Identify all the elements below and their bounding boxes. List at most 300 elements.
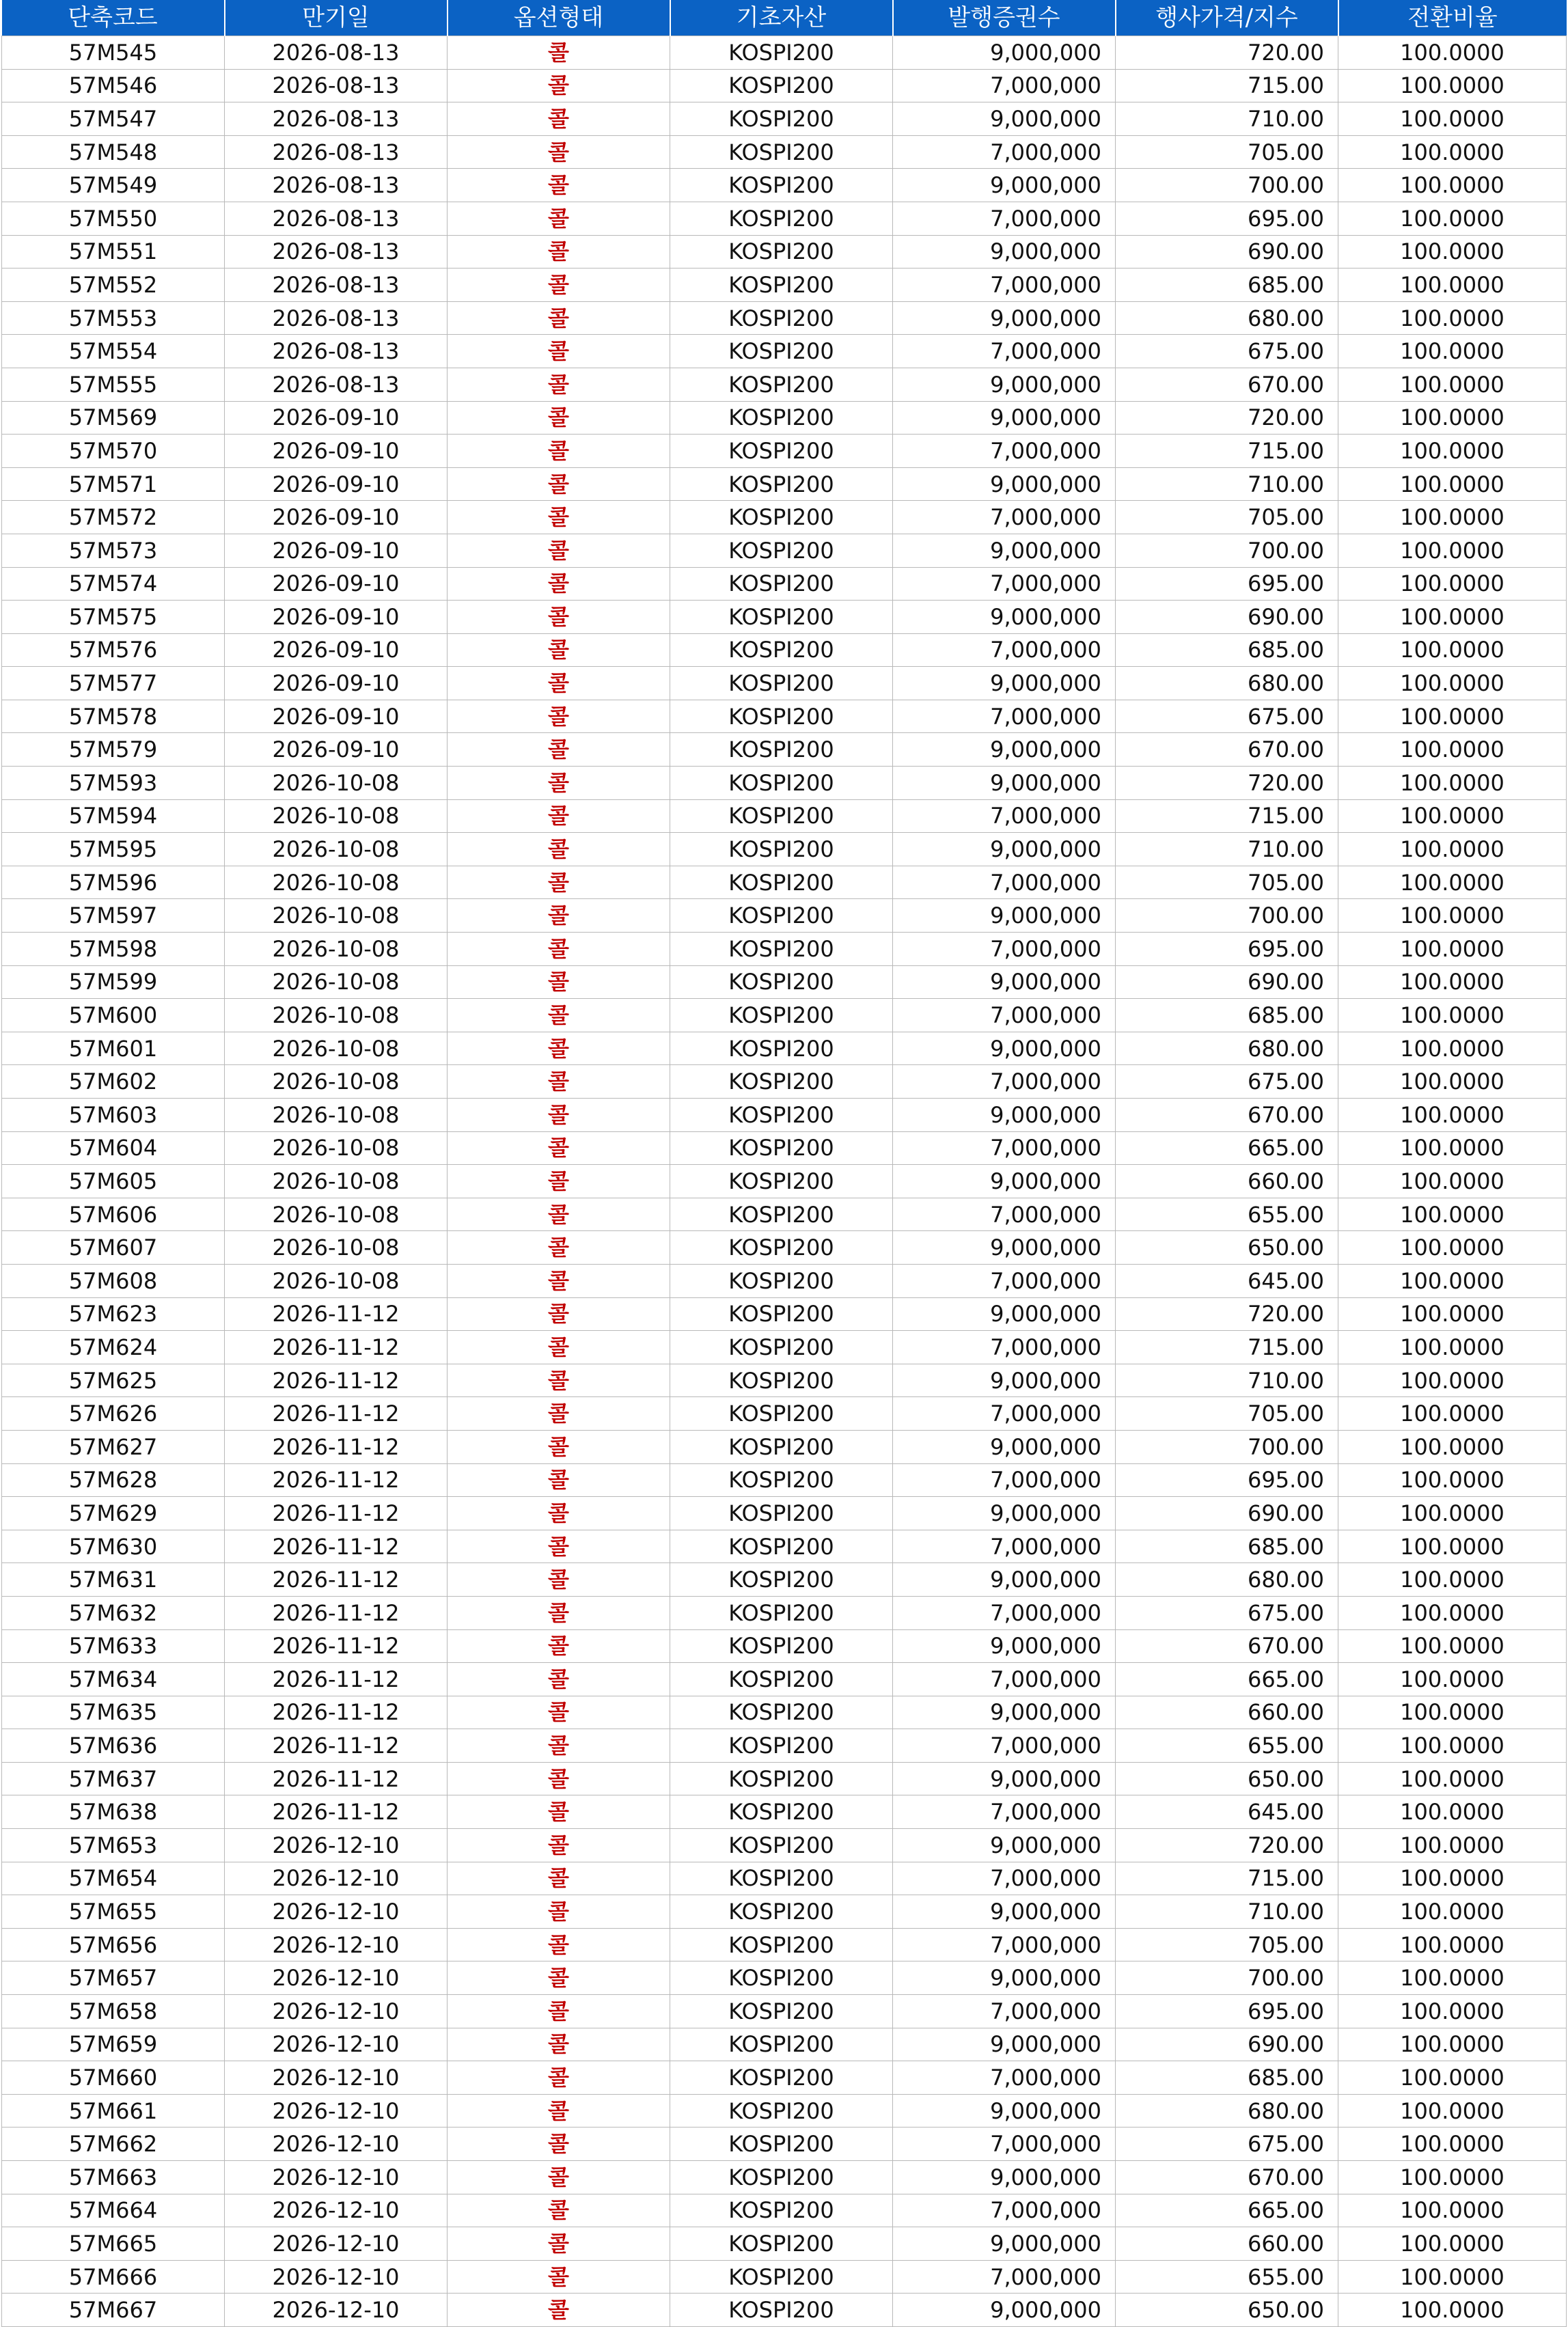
cell-strike-price: 670.00 [1116,2161,1338,2194]
cell-issued-quantity: 9,000,000 [893,2028,1116,2061]
cell-conversion-ratio: 100.0000 [1338,1397,1567,1431]
cell-conversion-ratio: 100.0000 [1338,1198,1567,1231]
cell-conversion-ratio: 100.0000 [1338,2061,1567,2095]
cell-short-code: 57M653 [2,1829,225,1862]
table-row [2,2061,1567,2095]
cell-underlying: KOSPI200 [670,1795,893,1829]
cell-conversion-ratio: 100.0000 [1338,1729,1567,1763]
cell-strike-price: 650.00 [1116,1231,1338,1265]
cell-conversion-ratio: 100.0000 [1338,700,1567,733]
cell-conversion-ratio: 100.0000 [1338,1331,1567,1364]
cell-short-code: 57M629 [2,1497,225,1530]
cell-underlying: KOSPI200 [670,1629,893,1663]
cell-expiry-date: 2026-10-08 [225,899,448,933]
cell-short-code: 57M579 [2,733,225,767]
cell-conversion-ratio: 100.0000 [1338,2128,1567,2161]
cell-underlying: KOSPI200 [670,534,893,567]
cell-underlying: KOSPI200 [670,2128,893,2161]
cell-option-type: 콜 [448,1961,670,1995]
table-row [2,799,1567,833]
cell-option-type: 콜 [448,965,670,999]
cell-strike-price: 670.00 [1116,368,1338,401]
cell-underlying: KOSPI200 [670,1663,893,1696]
table-row [2,899,1567,933]
cell-expiry-date: 2026-12-10 [225,1928,448,1961]
cell-option-type: 콜 [448,1364,670,1397]
cell-issued-quantity: 9,000,000 [893,102,1116,136]
cell-conversion-ratio: 100.0000 [1338,833,1567,866]
table-row [2,667,1567,700]
cell-expiry-date: 2026-12-10 [225,2260,448,2294]
cell-option-type: 콜 [448,1995,670,2028]
cell-underlying: KOSPI200 [670,1397,893,1431]
cell-option-type: 콜 [448,1430,670,1463]
cell-expiry-date: 2026-11-12 [225,1563,448,1597]
cell-option-type: 콜 [448,435,670,468]
cell-issued-quantity: 9,000,000 [893,767,1116,800]
table-row [2,700,1567,733]
table-row [2,1463,1567,1497]
cell-short-code: 57M654 [2,1862,225,1895]
cell-conversion-ratio: 100.0000 [1338,799,1567,833]
cell-short-code: 57M603 [2,1099,225,1132]
cell-short-code: 57M576 [2,633,225,667]
cell-issued-quantity: 7,000,000 [893,501,1116,534]
cell-underlying: KOSPI200 [670,335,893,368]
cell-short-code: 57M657 [2,1961,225,1995]
header-row [2,0,1567,36]
table-row [2,866,1567,899]
cell-short-code: 57M632 [2,1596,225,1629]
cell-underlying: KOSPI200 [670,2194,893,2227]
cell-expiry-date: 2026-09-10 [225,534,448,567]
cell-short-code: 57M577 [2,667,225,700]
cell-underlying: KOSPI200 [670,1762,893,1795]
cell-expiry-date: 2026-12-10 [225,1829,448,1862]
cell-short-code: 57M658 [2,1995,225,2028]
cell-conversion-ratio: 100.0000 [1338,435,1567,468]
cell-short-code: 57M666 [2,2260,225,2294]
cell-option-type: 콜 [448,2260,670,2294]
cell-issued-quantity: 7,000,000 [893,1331,1116,1364]
cell-expiry-date: 2026-12-10 [225,2028,448,2061]
cell-expiry-date: 2026-08-13 [225,36,448,70]
cell-short-code: 57M571 [2,467,225,501]
cell-issued-quantity: 9,000,000 [893,1895,1116,1929]
cell-strike-price: 720.00 [1116,36,1338,70]
cell-short-code: 57M549 [2,169,225,202]
cell-short-code: 57M552 [2,268,225,302]
cell-underlying: KOSPI200 [670,1463,893,1497]
cell-conversion-ratio: 100.0000 [1338,1928,1567,1961]
cell-expiry-date: 2026-11-12 [225,1795,448,1829]
cell-option-type: 콜 [448,102,670,136]
cell-option-type: 콜 [448,1032,670,1065]
cell-strike-price: 665.00 [1116,1131,1338,1165]
cell-issued-quantity: 7,000,000 [893,2061,1116,2095]
cell-issued-quantity: 9,000,000 [893,1696,1116,1729]
cell-short-code: 57M634 [2,1663,225,1696]
cell-underlying: KOSPI200 [670,1596,893,1629]
cell-option-type: 콜 [448,633,670,667]
table-row [2,633,1567,667]
cell-underlying: KOSPI200 [670,2028,893,2061]
cell-strike-price: 715.00 [1116,1862,1338,1895]
cell-short-code: 57M547 [2,102,225,136]
table-row [2,169,1567,202]
cell-conversion-ratio: 100.0000 [1338,335,1567,368]
cell-conversion-ratio: 100.0000 [1338,169,1567,202]
cell-issued-quantity: 7,000,000 [893,335,1116,368]
cell-short-code: 57M548 [2,135,225,169]
table-row [2,1663,1567,1696]
cell-short-code: 57M660 [2,2061,225,2095]
cell-strike-price: 655.00 [1116,2260,1338,2294]
cell-expiry-date: 2026-12-10 [225,2294,448,2327]
cell-underlying: KOSPI200 [670,1696,893,1729]
cell-expiry-date: 2026-11-12 [225,1430,448,1463]
cell-option-type: 콜 [448,799,670,833]
cell-strike-price: 650.00 [1116,2294,1338,2327]
cell-expiry-date: 2026-11-12 [225,1497,448,1530]
cell-conversion-ratio: 100.0000 [1338,1131,1567,1165]
cell-issued-quantity: 7,000,000 [893,1729,1116,1763]
cell-expiry-date: 2026-12-10 [225,2227,448,2261]
cell-option-type: 콜 [448,235,670,268]
table-row [2,36,1567,70]
cell-expiry-date: 2026-08-13 [225,235,448,268]
cell-short-code: 57M636 [2,1729,225,1763]
cell-expiry-date: 2026-10-08 [225,799,448,833]
cell-short-code: 57M656 [2,1928,225,1961]
cell-underlying: KOSPI200 [670,799,893,833]
cell-issued-quantity: 9,000,000 [893,1961,1116,1995]
header-short-code: 단축코드 [2,0,225,36]
cell-conversion-ratio: 100.0000 [1338,1596,1567,1629]
cell-conversion-ratio: 100.0000 [1338,999,1567,1032]
cell-underlying: KOSPI200 [670,667,893,700]
table-row [2,1862,1567,1895]
cell-strike-price: 715.00 [1116,69,1338,102]
table-row [2,1795,1567,1829]
cell-option-type: 콜 [448,501,670,534]
cell-option-type: 콜 [448,1895,670,1929]
cell-underlying: KOSPI200 [670,999,893,1032]
cell-option-type: 콜 [448,1829,670,1862]
cell-issued-quantity: 9,000,000 [893,467,1116,501]
cell-underlying: KOSPI200 [670,135,893,169]
cell-strike-price: 675.00 [1116,2128,1338,2161]
cell-issued-quantity: 7,000,000 [893,2260,1116,2294]
cell-strike-price: 690.00 [1116,601,1338,634]
cell-short-code: 57M638 [2,1795,225,1829]
cell-short-code: 57M545 [2,36,225,70]
cell-expiry-date: 2026-12-10 [225,1862,448,1895]
cell-issued-quantity: 7,000,000 [893,999,1116,1032]
cell-option-type: 콜 [448,169,670,202]
cell-expiry-date: 2026-11-12 [225,1629,448,1663]
cell-issued-quantity: 9,000,000 [893,534,1116,567]
table-row [2,1629,1567,1663]
cell-underlying: KOSPI200 [670,501,893,534]
cell-conversion-ratio: 100.0000 [1338,467,1567,501]
cell-strike-price: 670.00 [1116,1629,1338,1663]
cell-strike-price: 695.00 [1116,933,1338,966]
cell-option-type: 콜 [448,401,670,435]
cell-option-type: 콜 [448,1596,670,1629]
cell-expiry-date: 2026-10-08 [225,1032,448,1065]
cell-underlying: KOSPI200 [670,1331,893,1364]
cell-conversion-ratio: 100.0000 [1338,1829,1567,1862]
cell-short-code: 57M553 [2,301,225,335]
cell-strike-price: 705.00 [1116,501,1338,534]
cell-underlying: KOSPI200 [670,899,893,933]
table-row [2,1198,1567,1231]
cell-expiry-date: 2026-12-10 [225,1895,448,1929]
cell-short-code: 57M605 [2,1165,225,1198]
cell-option-type: 콜 [448,534,670,567]
cell-underlying: KOSPI200 [670,1961,893,1995]
cell-option-type: 콜 [448,2061,670,2095]
cell-conversion-ratio: 100.0000 [1338,1762,1567,1795]
cell-short-code: 57M595 [2,833,225,866]
cell-option-type: 콜 [448,999,670,1032]
cell-issued-quantity: 9,000,000 [893,733,1116,767]
cell-short-code: 57M594 [2,799,225,833]
warrant-issue-table [1,0,1567,2327]
cell-underlying: KOSPI200 [670,2094,893,2128]
cell-expiry-date: 2026-10-08 [225,1099,448,1132]
cell-issued-quantity: 9,000,000 [893,401,1116,435]
cell-expiry-date: 2026-11-12 [225,1297,448,1331]
cell-issued-quantity: 7,000,000 [893,435,1116,468]
cell-strike-price: 645.00 [1116,1795,1338,1829]
cell-underlying: KOSPI200 [670,2260,893,2294]
cell-strike-price: 660.00 [1116,1696,1338,1729]
cell-short-code: 57M572 [2,501,225,534]
cell-conversion-ratio: 100.0000 [1338,733,1567,767]
cell-short-code: 57M627 [2,1430,225,1463]
table-row [2,2294,1567,2327]
cell-short-code: 57M599 [2,965,225,999]
cell-option-type: 콜 [448,1099,670,1132]
cell-conversion-ratio: 100.0000 [1338,899,1567,933]
cell-option-type: 콜 [448,2194,670,2227]
cell-underlying: KOSPI200 [670,1995,893,2028]
table-row [2,1961,1567,1995]
table-row [2,2227,1567,2261]
cell-underlying: KOSPI200 [670,435,893,468]
cell-expiry-date: 2026-09-10 [225,700,448,733]
cell-short-code: 57M551 [2,235,225,268]
cell-short-code: 57M601 [2,1032,225,1065]
cell-strike-price: 695.00 [1116,567,1338,601]
cell-option-type: 콜 [448,1696,670,1729]
cell-underlying: KOSPI200 [670,767,893,800]
cell-conversion-ratio: 100.0000 [1338,633,1567,667]
cell-short-code: 57M637 [2,1762,225,1795]
cell-issued-quantity: 7,000,000 [893,1131,1116,1165]
cell-underlying: KOSPI200 [670,567,893,601]
table-row [2,501,1567,534]
cell-short-code: 57M597 [2,899,225,933]
cell-underlying: KOSPI200 [670,1430,893,1463]
cell-underlying: KOSPI200 [670,2161,893,2194]
cell-issued-quantity: 9,000,000 [893,235,1116,268]
cell-strike-price: 665.00 [1116,1663,1338,1696]
cell-expiry-date: 2026-08-13 [225,368,448,401]
table-row [2,534,1567,567]
cell-option-type: 콜 [448,601,670,634]
cell-underlying: KOSPI200 [670,1928,893,1961]
cell-strike-price: 700.00 [1116,1430,1338,1463]
header-conversion-ratio: 전환비율 [1338,0,1567,36]
cell-expiry-date: 2026-09-10 [225,567,448,601]
cell-conversion-ratio: 100.0000 [1338,36,1567,70]
cell-expiry-date: 2026-11-12 [225,1663,448,1696]
cell-strike-price: 685.00 [1116,268,1338,302]
cell-strike-price: 665.00 [1116,2194,1338,2227]
cell-short-code: 57M600 [2,999,225,1032]
cell-expiry-date: 2026-11-12 [225,1463,448,1497]
cell-option-type: 콜 [448,1397,670,1431]
cell-issued-quantity: 9,000,000 [893,1032,1116,1065]
cell-issued-quantity: 7,000,000 [893,933,1116,966]
cell-expiry-date: 2026-09-10 [225,435,448,468]
header-expiry-date: 만기일 [225,0,448,36]
cell-expiry-date: 2026-12-10 [225,1961,448,1995]
cell-strike-price: 720.00 [1116,1297,1338,1331]
cell-underlying: KOSPI200 [670,301,893,335]
cell-option-type: 콜 [448,1629,670,1663]
cell-underlying: KOSPI200 [670,1131,893,1165]
cell-option-type: 콜 [448,1928,670,1961]
cell-strike-price: 670.00 [1116,733,1338,767]
cell-issued-quantity: 9,000,000 [893,965,1116,999]
cell-strike-price: 655.00 [1116,1198,1338,1231]
table-row [2,2128,1567,2161]
cell-issued-quantity: 7,000,000 [893,268,1116,302]
cell-expiry-date: 2026-10-08 [225,933,448,966]
cell-short-code: 57M659 [2,2028,225,2061]
cell-short-code: 57M546 [2,69,225,102]
cell-option-type: 콜 [448,1530,670,1563]
cell-short-code: 57M655 [2,1895,225,1929]
cell-option-type: 콜 [448,1862,670,1895]
cell-underlying: KOSPI200 [670,2227,893,2261]
cell-underlying: KOSPI200 [670,866,893,899]
cell-strike-price: 695.00 [1116,202,1338,235]
cell-issued-quantity: 9,000,000 [893,1430,1116,1463]
cell-option-type: 콜 [448,866,670,899]
header-issued-quantity: 발행증권수 [893,0,1116,36]
cell-strike-price: 715.00 [1116,435,1338,468]
cell-strike-price: 695.00 [1116,1463,1338,1497]
cell-short-code: 57M630 [2,1530,225,1563]
cell-strike-price: 720.00 [1116,1829,1338,1862]
table-row [2,1264,1567,1297]
cell-issued-quantity: 7,000,000 [893,700,1116,733]
cell-option-type: 콜 [448,1198,670,1231]
cell-underlying: KOSPI200 [670,1165,893,1198]
cell-option-type: 콜 [448,335,670,368]
cell-short-code: 57M631 [2,1563,225,1597]
cell-strike-price: 700.00 [1116,169,1338,202]
cell-short-code: 57M623 [2,1297,225,1331]
cell-expiry-date: 2026-08-13 [225,102,448,136]
cell-underlying: KOSPI200 [670,933,893,966]
cell-issued-quantity: 9,000,000 [893,1829,1116,1862]
cell-issued-quantity: 9,000,000 [893,1364,1116,1397]
cell-strike-price: 700.00 [1116,534,1338,567]
cell-short-code: 57M608 [2,1264,225,1297]
cell-strike-price: 675.00 [1116,1596,1338,1629]
cell-conversion-ratio: 100.0000 [1338,2028,1567,2061]
cell-strike-price: 645.00 [1116,1264,1338,1297]
cell-underlying: KOSPI200 [670,368,893,401]
cell-strike-price: 685.00 [1116,1530,1338,1563]
cell-strike-price: 695.00 [1116,1995,1338,2028]
cell-issued-quantity: 7,000,000 [893,1264,1116,1297]
table-row [2,335,1567,368]
cell-conversion-ratio: 100.0000 [1338,1696,1567,1729]
cell-option-type: 콜 [448,268,670,302]
cell-underlying: KOSPI200 [670,1563,893,1597]
cell-issued-quantity: 7,000,000 [893,567,1116,601]
cell-conversion-ratio: 100.0000 [1338,866,1567,899]
cell-strike-price: 690.00 [1116,235,1338,268]
cell-expiry-date: 2026-10-08 [225,1165,448,1198]
cell-underlying: KOSPI200 [670,1364,893,1397]
cell-option-type: 콜 [448,467,670,501]
cell-option-type: 콜 [448,2161,670,2194]
header-option-type: 옵션형태 [448,0,670,36]
cell-short-code: 57M624 [2,1331,225,1364]
cell-short-code: 57M606 [2,1198,225,1231]
cell-underlying: KOSPI200 [670,1530,893,1563]
cell-strike-price: 720.00 [1116,767,1338,800]
cell-conversion-ratio: 100.0000 [1338,368,1567,401]
cell-conversion-ratio: 100.0000 [1338,202,1567,235]
cell-short-code: 57M598 [2,933,225,966]
cell-issued-quantity: 7,000,000 [893,69,1116,102]
cell-strike-price: 710.00 [1116,1364,1338,1397]
cell-option-type: 콜 [448,767,670,800]
table-row [2,301,1567,335]
table-row [2,1530,1567,1563]
cell-issued-quantity: 9,000,000 [893,169,1116,202]
cell-expiry-date: 2026-12-10 [225,2194,448,2227]
cell-short-code: 57M569 [2,401,225,435]
cell-issued-quantity: 7,000,000 [893,135,1116,169]
cell-strike-price: 660.00 [1116,1165,1338,1198]
table-row [2,2028,1567,2061]
cell-conversion-ratio: 100.0000 [1338,1961,1567,1995]
cell-issued-quantity: 9,000,000 [893,301,1116,335]
cell-conversion-ratio: 100.0000 [1338,1032,1567,1065]
table-row [2,1231,1567,1265]
cell-conversion-ratio: 100.0000 [1338,1663,1567,1696]
table-row [2,1165,1567,1198]
cell-expiry-date: 2026-10-08 [225,1198,448,1231]
table-row [2,933,1567,966]
table-row [2,1928,1567,1961]
cell-expiry-date: 2026-10-08 [225,833,448,866]
cell-expiry-date: 2026-12-10 [225,2128,448,2161]
cell-expiry-date: 2026-11-12 [225,1397,448,1431]
cell-issued-quantity: 7,000,000 [893,866,1116,899]
cell-expiry-date: 2026-10-08 [225,965,448,999]
